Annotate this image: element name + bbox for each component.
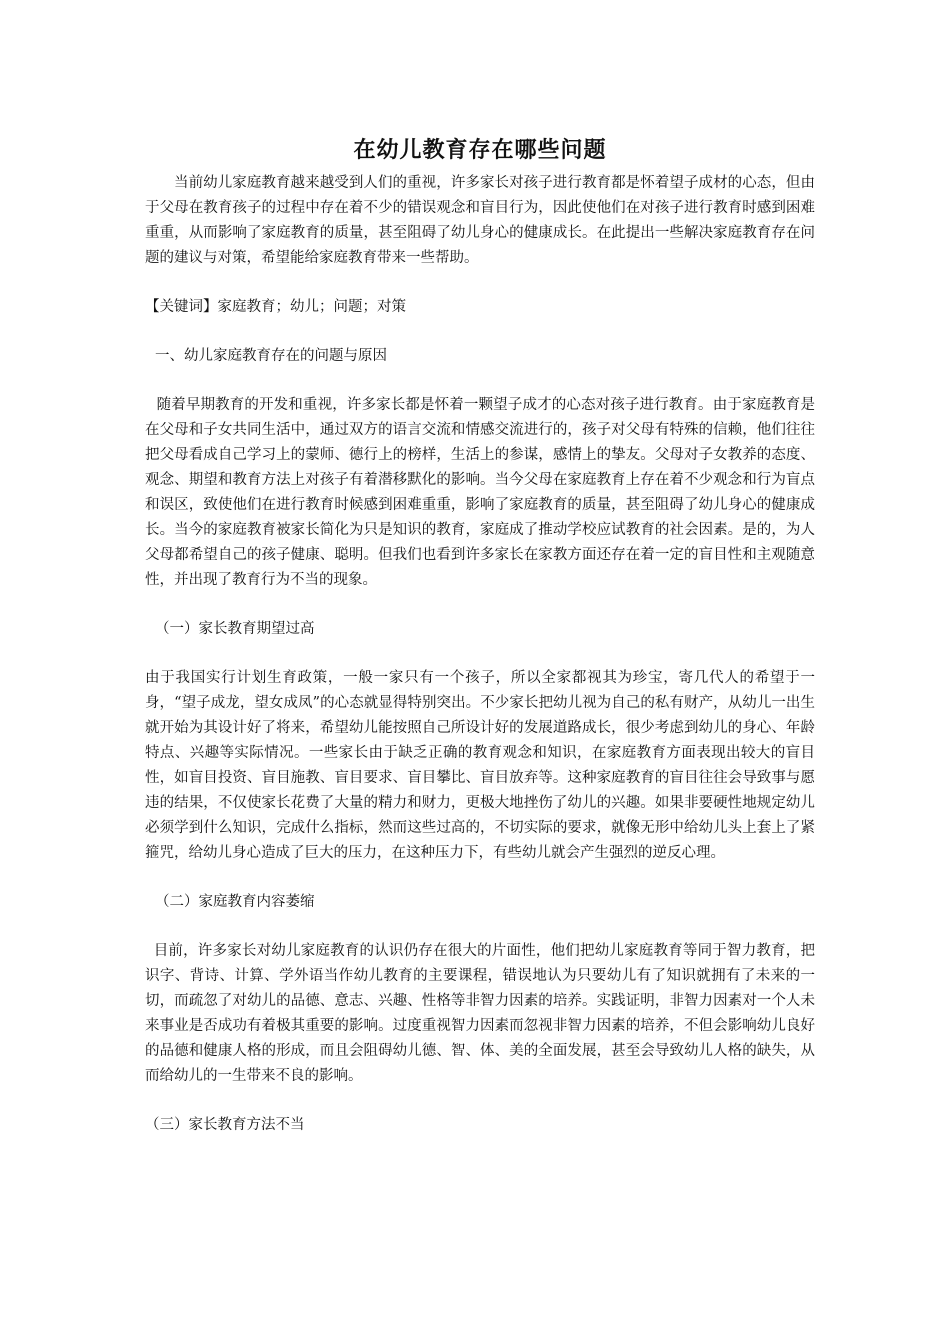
spacer (145, 866, 815, 890)
spacer (145, 642, 815, 666)
spacer (145, 271, 815, 295)
subsection-1-heading: （一）家长教育期望过高 (155, 621, 315, 637)
subsection-3-heading: （三）家长教育方法不当 (145, 1117, 305, 1133)
spacer (145, 369, 815, 393)
subsection-2-heading: （二）家庭教育内容萎缩 (155, 894, 315, 910)
subsection-2-paragraph: 目前，许多家长对幼儿家庭教育的认识仍存在很大的片面性，他们把幼儿家庭教育等同于智力教育，把识字、背诗、计算、学外语当作幼儿教育的主要课程，错误地认为只要幼儿有了知识就拥有了未来的一切，而疏忽了对幼儿的品德、意志、兴趣、性格等非智力因素的培养。实践证明，非智力因素对一个人未来事业是否成功有着极其重要的影响。过度重视智力因素而忽视非智力因素的培养，不但会影响幼儿良好的品德和健康人格的形成，而且会阻碍幼儿德、智、体、美的全面发展，甚至会导致幼儿人格的缺失，从而给幼儿的一生带来不良的影响。 (145, 943, 815, 1084)
subsection-1-paragraph: 由于我国实行计划生育政策，一般一家只有一个孩子，所以全家都视其为珍宝，寄几代人的希望于一身，“望子成龙，望女成凤”的心态就显得特别突出。不少家长把幼儿视为自己的私有财产，从幼儿一出生就开始为其设计好了将来，希望幼儿能按照自己所设计好的发展道路成长，很少考虑到幼儿的身心、年龄特点、兴趣等实际情况。一些家长由于缺乏正确的教育观念和知识，在家庭教育方面表现出较大的盲目性，如盲目投资、盲目施教、盲目要求、盲目攀比、盲目放弃等。这种家庭教育的盲目往往会导致事与愿违的结果，不仅使家长花费了大量的精力和财力，更极大地挫伤了幼儿的兴趣。如果非要硬性地规定幼儿必须学到什么知识，完成什么指标，然而这些过高的，不切实际的要求，就像无形中给幼儿头上套上了紧箍咒，给幼儿身心造成了巨大的压力，在这种压力下，有些幼儿就会产生强烈的逆反心理。 (145, 670, 815, 861)
spacer (145, 593, 815, 617)
document-page (145, 128, 815, 1138)
section-1-heading: 一、幼儿家庭教育存在的问题与原因 (155, 348, 387, 364)
spacer (145, 320, 815, 344)
keywords-line: 【关键词】家庭教育；幼儿；问题；对策 (145, 299, 406, 315)
abstract-paragraph: 当前幼儿家庭教育越来越受到人们的重视，许多家长对孩子进行教育都是怀着望子成材的心态，但由于父母在教育孩子的过程中存在着不少的错误观念和盲目行为，因此使他们在对孩子进行教育时感到困难重重，从而影响了家庭教育的质量，甚至阻碍了幼儿身心的健康成长。在此提出一些解决家庭教育存在问题的建议与对策，希望能给家庭教育带来一些帮助。 (145, 175, 815, 266)
spacer (145, 915, 815, 939)
document-title: 在幼儿教育存在哪些问题 (353, 138, 607, 163)
section-1-paragraph: 随着早期教育的开发和重视，许多家长都是怀着一颗望子成才的心态对孩子进行教育。由于家庭教育是在父母和子女共同生活中，通过双方的语言交流和情感交流进行的，孩子对父母有特殊的信赖，他们往往把父母看成自己学习上的蒙师、德行上的榜样，生活上的参谋，感情上的挚友。父母对子女教养的态度、观念、期望和教育方法上对孩子有着潜移默化的影响。当今父母在家庭教育上存在着不少观念和行为盲点和误区，致使他们在进行教育时候感到困难重重，影响了家庭教育的质量，甚至阻碍了幼儿身心的健康成长。当今的家庭教育被家长简化为只是知识的教育，家庭成了推动学校应试教育的社会因素。是的，为人父母都希望自己的孩子健康、聪明。但我们也看到许多家长在家教方面还存在着一定的盲目性和主观随意性，并出现了教育行为不当的现象。 (145, 397, 815, 588)
spacer (145, 1089, 815, 1113)
